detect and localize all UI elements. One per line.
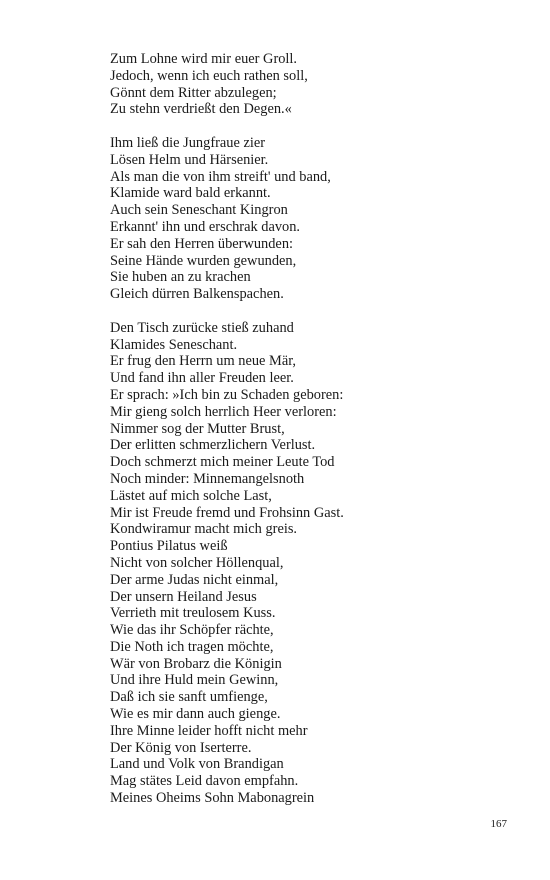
verse-line: Seine Hände wurden gewunden, bbox=[110, 252, 297, 269]
verse-line: Den Tisch zurücke stieß zuhand bbox=[110, 319, 294, 336]
verse-line: Er sprach: »Ich bin zu Schaden geboren: bbox=[110, 386, 344, 403]
stanza-1 bbox=[110, 51, 490, 118]
verse-line: Sie huben an zu krachen bbox=[110, 269, 251, 286]
verse-line: Jedoch, wenn ich euch rathen soll, bbox=[110, 67, 308, 84]
verse-line: Gleich dürren Balkenspachen. bbox=[110, 286, 284, 303]
verse-line: Der König von Iserterre. bbox=[110, 739, 252, 756]
verse-line: Auch sein Seneschant Kingron bbox=[110, 202, 288, 219]
verse-line: Er sah den Herren überwunden: bbox=[110, 235, 294, 252]
verse-line: Mir ist Freude fremd und Frohsinn Gast. bbox=[110, 504, 344, 521]
verse-line: Und fand ihn aller Freuden leer. bbox=[110, 370, 294, 387]
verse-line: Meines Oheims Sohn Mabonagrein bbox=[110, 790, 315, 807]
verse-line: Klamide ward bald erkannt. bbox=[110, 185, 271, 202]
verse-line: Der arme Judas nicht einmal, bbox=[110, 571, 279, 588]
verse-line: Er frug den Herrn um neue Mär, bbox=[110, 353, 297, 370]
verse-line: Der unsern Heiland Jesus bbox=[110, 588, 257, 605]
verse-line: Klamides Seneschant. bbox=[110, 336, 238, 353]
verse-line: Erkannt' ihn und erschrak davon. bbox=[110, 218, 301, 235]
verse-line: Wie es mir dann auch gienge. bbox=[110, 706, 281, 723]
verse-line: Lösen Helm und Härsenier. bbox=[110, 151, 269, 168]
verse-line: Kondwiramur macht mich greis. bbox=[110, 521, 298, 538]
verse-line: Zu stehn verdrießt den Degen.« bbox=[110, 101, 292, 118]
poem-text bbox=[110, 51, 490, 807]
verse-line: Gönnt dem Ritter abzulegen; bbox=[110, 84, 277, 101]
verse-line: Nicht von solcher Höllenqual, bbox=[110, 554, 284, 571]
stanza-3 bbox=[110, 320, 490, 807]
verse-line: Wär von Brobarz die Königin bbox=[110, 655, 282, 672]
verse-line: Die Noth ich tragen möchte, bbox=[110, 638, 274, 655]
verse-line: Und ihre Huld mein Gewinn, bbox=[110, 672, 279, 689]
verse-line: Land und Volk von Brandigan bbox=[110, 756, 284, 773]
verse-line: Nimmer sog der Mutter Brust, bbox=[110, 420, 285, 437]
page-number: 167 bbox=[490, 818, 507, 830]
verse-line: Verrieth mit treulosem Kuss. bbox=[110, 605, 276, 622]
verse-line: Daß ich sie sanft umfienge, bbox=[110, 689, 268, 706]
stanza-2 bbox=[110, 135, 490, 303]
verse-line: Als man die von ihm streift' und band, bbox=[110, 168, 331, 185]
verse-line: Zum Lohne wird mir euer Groll. bbox=[110, 51, 298, 67]
verse-line: Lästet auf mich solche Last, bbox=[110, 487, 272, 504]
verse-line: Noch minder: Minnemangelsnoth bbox=[110, 470, 305, 487]
verse-line: Pontius Pilatus weiß bbox=[110, 538, 228, 555]
verse-line: Der erlitten schmerzlichern Verlust. bbox=[110, 437, 316, 454]
verse-line: Ihm ließ die Jungfraue zier bbox=[110, 134, 266, 151]
verse-line: Doch schmerzt mich meiner Leute Tod bbox=[110, 454, 335, 471]
verse-line: Wie das ihr Schöpfer rächte, bbox=[110, 622, 274, 639]
verse-line: Ihre Minne leider hofft nicht mehr bbox=[110, 722, 308, 739]
verse-line: Mir gieng solch herrlich Heer verloren: bbox=[110, 403, 337, 420]
verse-line: Mag stätes Leid davon empfahn. bbox=[110, 773, 299, 790]
